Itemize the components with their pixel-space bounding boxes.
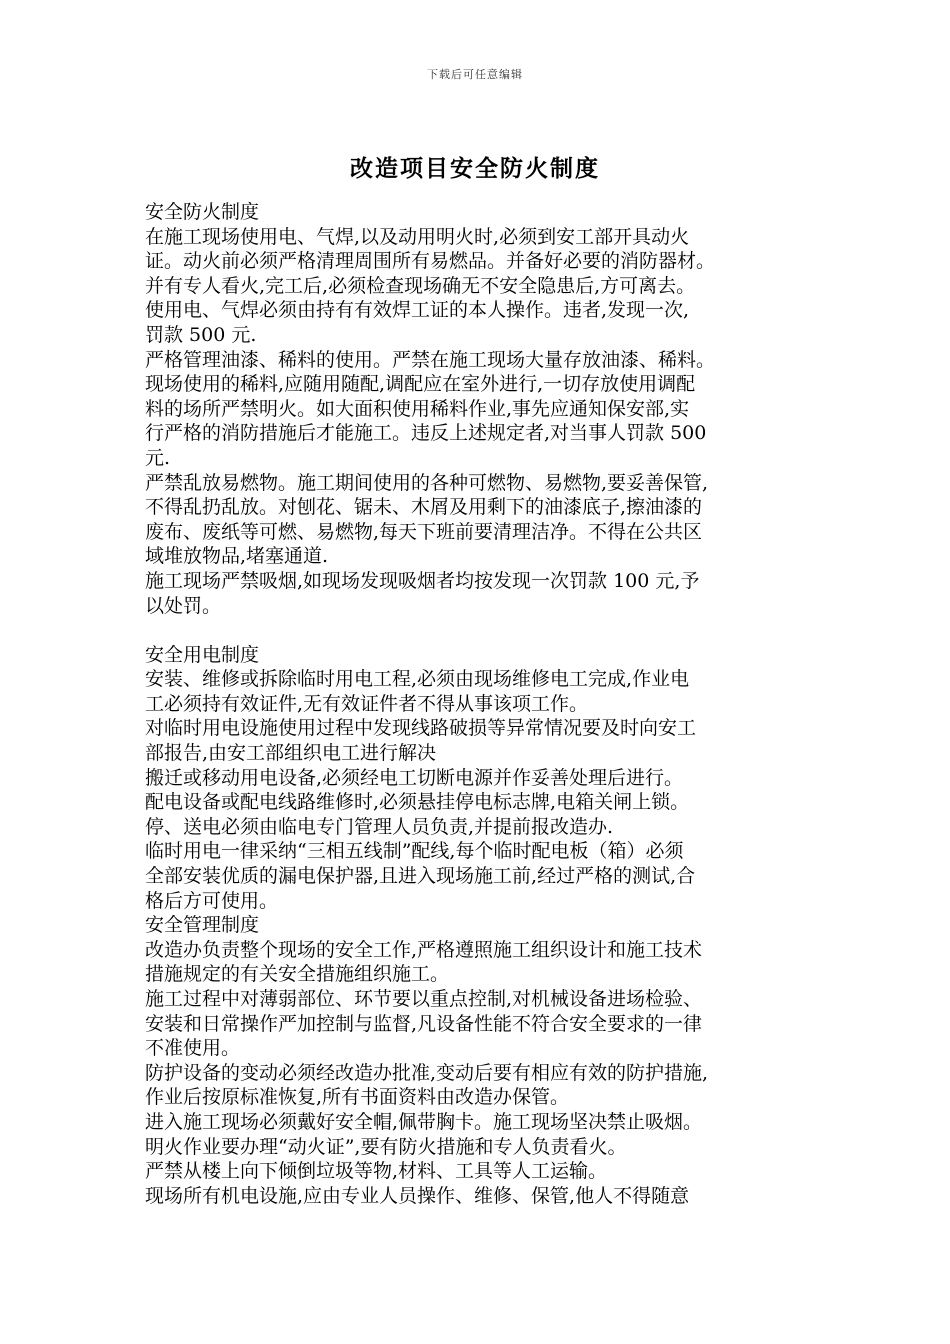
- text-line: 安装和日常操作严加控制与监督,凡设备性能不符合安全要求的一律: [145, 1012, 703, 1035]
- text-line: 搬迁或移动用电设备,必须经电工切断电源并作妥善处理后进行。: [145, 766, 684, 789]
- section-heading-electric: 安全用电制度: [145, 643, 260, 666]
- text-line: 明火作业要办理“动火证”,要有防火措施和专人负责看火。: [145, 1135, 627, 1158]
- section-heading-management: 安全管理制度: [145, 914, 260, 937]
- text-line: 罚款 500 元.: [145, 323, 257, 346]
- text-line: 临时用电一律采纳“三相五线制”配线,每个临时配电板（箱）必须: [145, 840, 684, 863]
- text-line: 措施规定的有关安全措施组织施工。: [145, 963, 450, 986]
- text-line: 工必须持有效证件,无有效证件者不得从事该项工作。: [145, 692, 589, 715]
- text-line: 进入施工现场必须戴好安全帽,佩带胸卡。施工现场坚决禁止吸烟。: [145, 1110, 703, 1133]
- section-heading-fire: 安全防火制度: [145, 201, 260, 223]
- text-line: 安装、维修或拆除临时用电工程,必须由现场维修电工完成,作业电: [145, 668, 690, 691]
- page-title: 改造项目安全防火制度: [350, 155, 600, 182]
- text-line: 防护设备的变动必须经改造办批准,变动后要有相应有效的防护措施,: [145, 1061, 709, 1084]
- text-line: 现场使用的稀料,应随用随配,调配应在室外进行,一切存放使用调配: [145, 373, 696, 396]
- text-line: 料的场所严禁明火。如大面积使用稀料作业,事先应通知保安部,实: [145, 397, 690, 420]
- text-line: 施工现场严禁吸烟,如现场发现吸烟者均按发现一次罚款 100 元,予: [145, 569, 700, 592]
- text-line: 域堆放物品,堵塞通道.: [145, 545, 329, 568]
- text-line: 使用电、气焊必须由持有有效焊工证的本人操作。违者,发现一次,: [145, 299, 690, 322]
- text-line: 停、送电必须由临电专门管理人员负责,并提前报改造办.: [145, 815, 614, 838]
- text-line: 施工过程中对薄弱部位、环节要以重点控制,对机械设备进场检验、: [145, 988, 703, 1010]
- text-line: 证。动火前必须严格清理周围所有易燃品。并备好必要的消防器材。: [145, 250, 716, 273]
- text-line: 严禁从楼上向下倾倒垃圾等物,材料、工具等人工运输。: [145, 1160, 608, 1183]
- text-line: 现场所有机电设施,应由专业人员操作、维修、保管,他人不得随意: [145, 1184, 690, 1207]
- text-line: 部报告,由安工部组织电工进行解决: [145, 742, 437, 765]
- document-body: [145, 200, 810, 1208]
- text-line: 不准使用。: [145, 1037, 241, 1060]
- text-line: 严禁乱放易燃物。施工期间使用的各种可燃物、易燃物,要妥善保管,: [145, 471, 709, 494]
- text-line: 格后方可使用。: [145, 889, 279, 912]
- text-line: 严格管理油漆、稀料的使用。严禁在施工现场大量存放油漆、稀料。: [145, 348, 716, 371]
- text-line: 废布、废纸等可燃、易燃物,每天下班前要清理洁净。不得在公共区: [145, 520, 703, 543]
- text-line: 全部安装优质的漏电保护器,且进入现场施工前,经过严格的测试,合: [145, 865, 696, 888]
- text-line: 不得乱扔乱放。对刨花、锯未、木屑及用剩下的油漆底子,擦油漆的: [145, 496, 703, 519]
- header-note: 下载后可任意编辑: [427, 68, 523, 81]
- blank-line: [145, 618, 810, 643]
- text-line: 以处罚。: [145, 594, 222, 617]
- text-line: 并有专人看火,完工后,必须检查现场确无不安全隐患后,方可离去。: [145, 274, 696, 297]
- text-line: 元.: [145, 446, 171, 469]
- text-line: 改造办负责整个现场的安全工作,严格遵照施工组织设计和施工技术: [145, 938, 703, 961]
- text-line: 对临时用电设施使用过程中发现线路破损等异常情况要及时向安工: [145, 717, 697, 740]
- text-line: 作业后按原标准恢复,所有书面资料由改造办保管。: [145, 1086, 570, 1109]
- text-line: 配电设备或配电线路维修时,必须悬挂停电标志牌,电箱关闸上锁。: [145, 791, 690, 814]
- text-line: 在施工现场使用电、气焊,以及动用明火时,必须到安工部开具动火: [145, 225, 690, 248]
- text-line: 行严格的消防措施后才能施工。违反上述规定者,对当事人罚款 500: [145, 422, 707, 445]
